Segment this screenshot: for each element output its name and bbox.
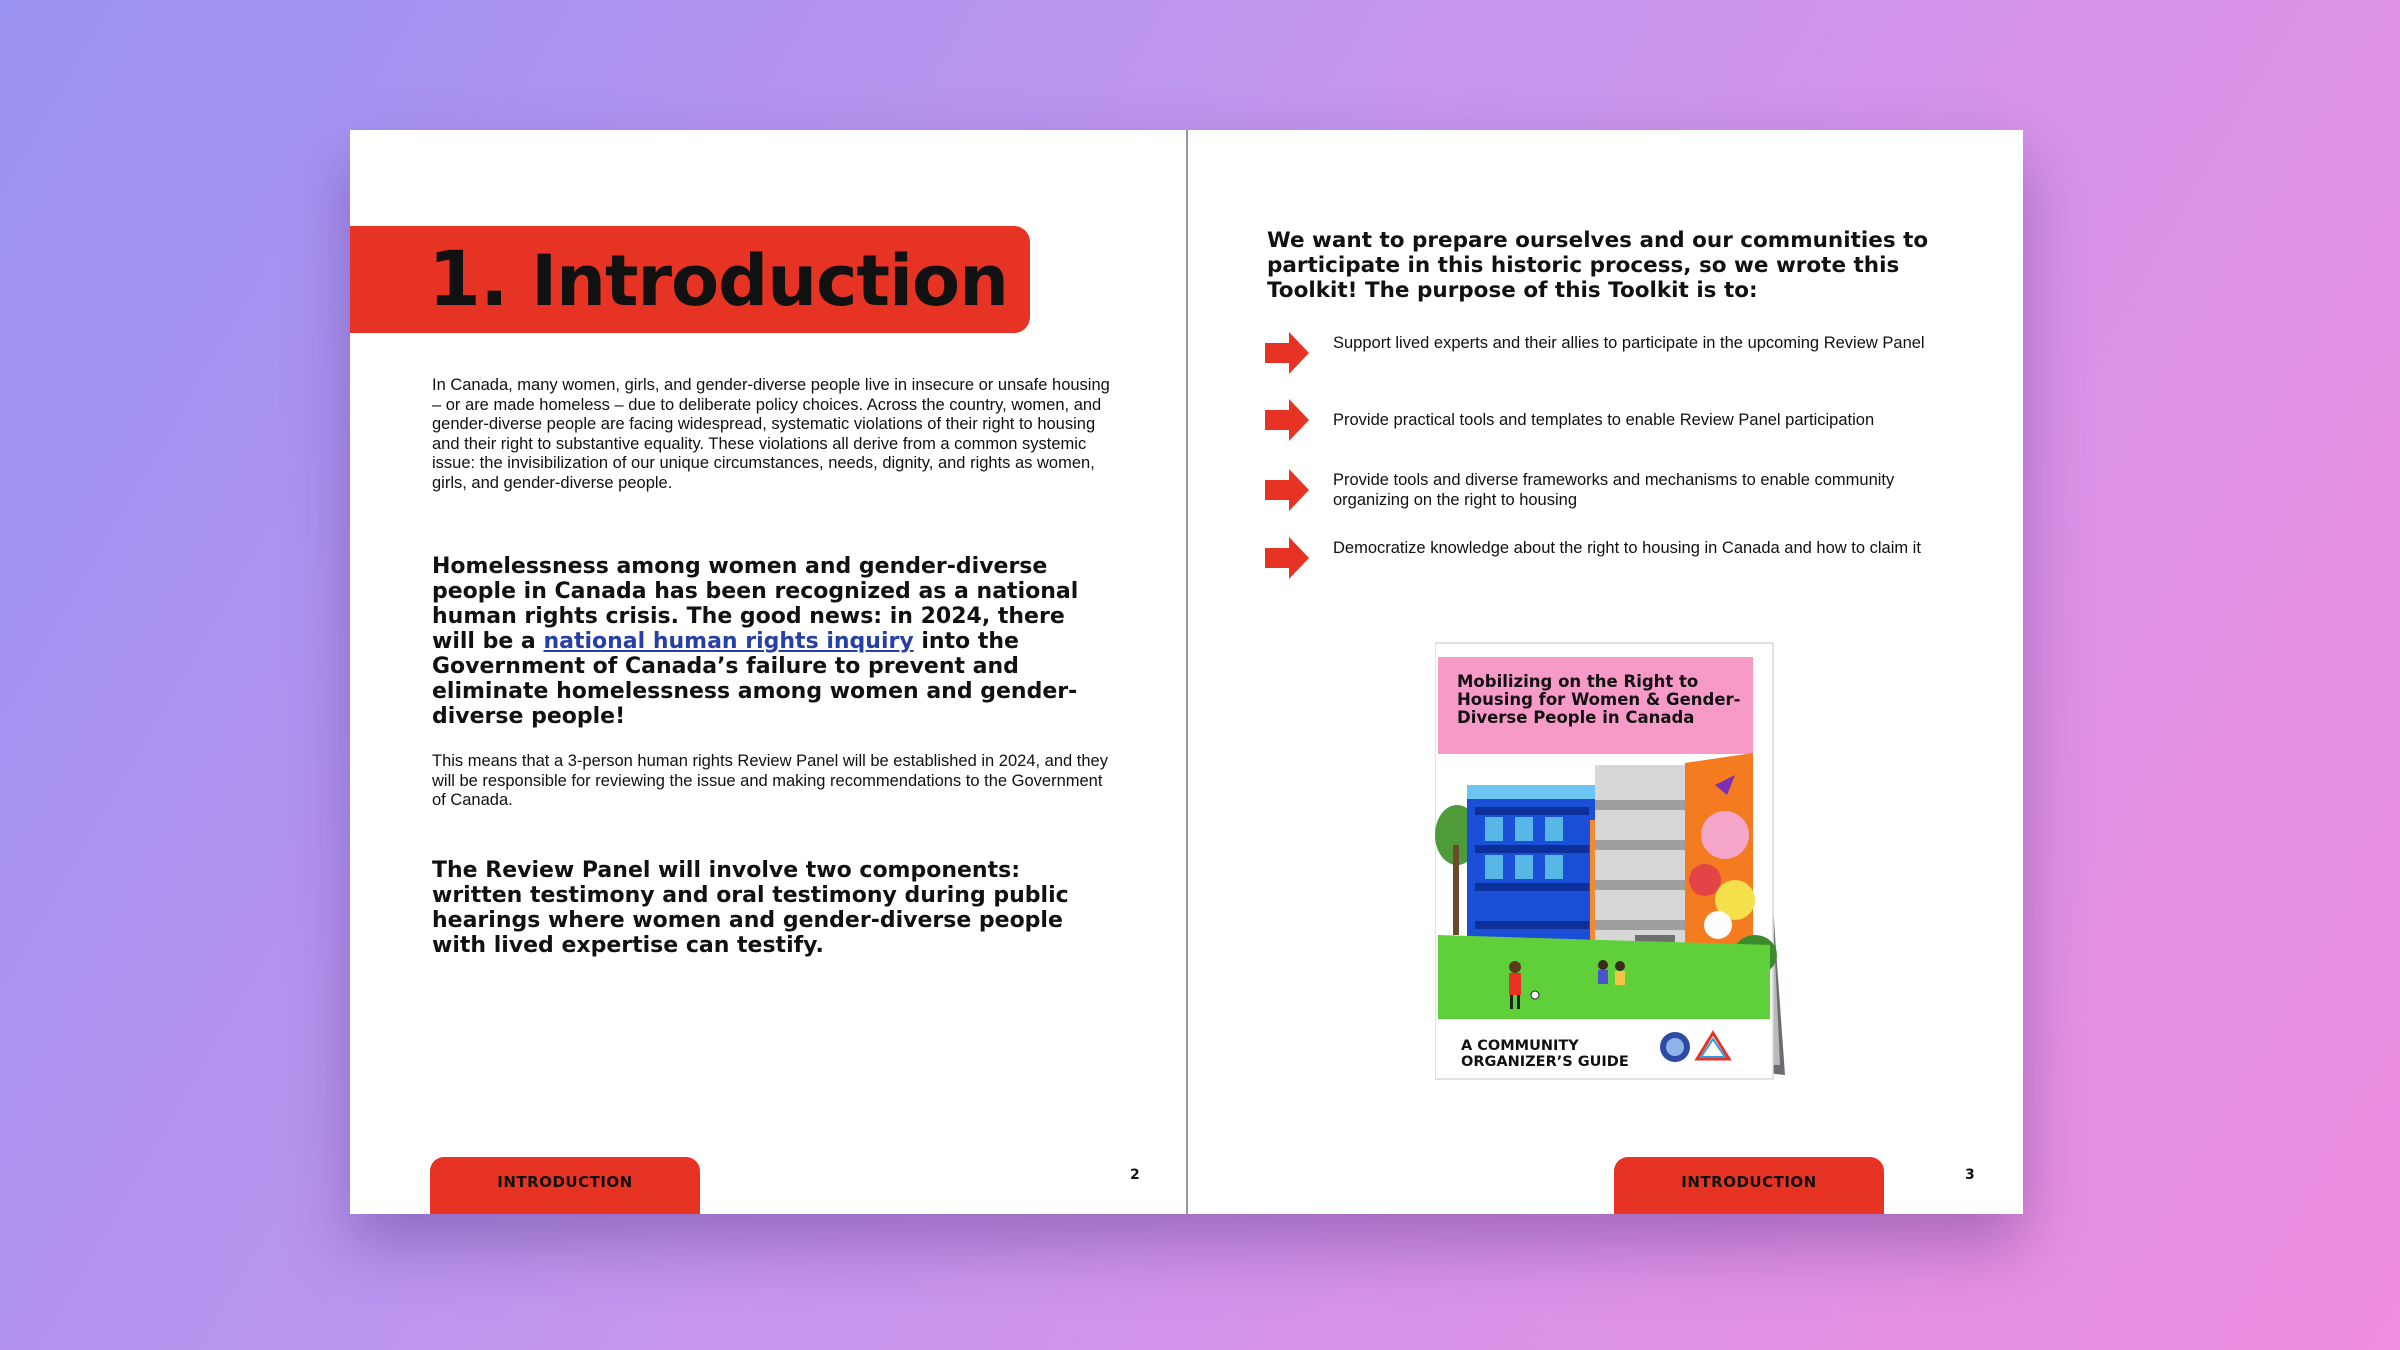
- bullet-text: Support lived experts and their allies to participate in the upcoming Review Panel: [1333, 334, 1925, 352]
- footer-label: INTRODUCTION: [1681, 1173, 1817, 1191]
- footer-label: INTRODUCTION: [497, 1173, 633, 1191]
- intro-paragraph: In Canada, many women, girls, and gender-diverse people live in insecure or unsafe housing – or are made homeless – due to deliberate policy choices. Across the country, women, and gender-diverse people are facing widespread, systematic violations of their right to housing and their right to substantive equality. These violations all derive from a common systemic issue: the invisibilization of our unique circumstances, needs, dignity, and rights as women, girls, and gender-diverse people.: [432, 376, 1110, 492]
- crisis-paragraph: [432, 554, 1112, 729]
- bullet-text: Democratize knowledge about the right to housing in Canada and how to claim it: [1333, 539, 1921, 557]
- right-page: [1187, 130, 2023, 1214]
- book-cover-title: Mobilizing on the Right to Housing for Women & Gender-Diverse People in Canada: [1457, 672, 1741, 727]
- components-paragraph: The Review Panel will involve two components: written testimony and oral testimony during public hearings where women and gender-diverse people with lived expertise can testify.: [432, 858, 1069, 958]
- book-cover-subtitle: A COMMUNITY ORGANIZER’S GUIDE: [1461, 1038, 1629, 1070]
- bullet-text: Provide practical tools and templates to enable Review Panel participation: [1333, 411, 1875, 429]
- section-number: 1.: [428, 234, 508, 323]
- arrow-right-icon: [1265, 467, 1311, 513]
- bullet-item: [1265, 330, 1985, 380]
- toolkit-purpose-heading: We want to prepare ourselves and our communities to participate in this historic process, so we wrote this Toolkit! The purpose of this Toolkit is to:: [1267, 228, 1929, 303]
- left-page: [350, 130, 1186, 1214]
- bullet-text: Provide tools and diverse frameworks and mechanisms to enable community organizing on the right to housing: [1333, 471, 1895, 509]
- footer-section-tab: [430, 1157, 700, 1214]
- guide-book-cover: [1435, 635, 1795, 1095]
- arrow-right-icon: [1265, 535, 1311, 581]
- bullet-item: [1265, 467, 1985, 517]
- review-panel-paragraph: This means that a 3-person human rights Review Panel will be established in 2024, and they will be responsible for reviewing the issue and making recommendations to the Government of Canada.: [432, 752, 1108, 809]
- section-title: [428, 234, 1008, 323]
- arrow-right-icon: [1265, 397, 1311, 443]
- page-number: 3: [1965, 1167, 1975, 1183]
- footer-section-tab: [1614, 1157, 1884, 1214]
- arrow-right-icon: [1265, 330, 1311, 376]
- bullet-item: [1265, 535, 1985, 585]
- crisis-text-end: into the Government of Canada’s failure to prevent and eliminate homelessness among women and gender-diverse people!: [432, 629, 1078, 729]
- inquiry-link[interactable]: national human rights inquiry: [543, 629, 914, 654]
- section-title-text: Introduction: [531, 240, 1008, 322]
- document-spread: [350, 130, 2023, 1214]
- bullet-item: [1265, 397, 1985, 447]
- crisis-text-start: Homelessness among women and gender-diverse people in Canada has been recognized as a national human rights crisis. The good news: in 2024, there will be a: [432, 554, 1079, 654]
- page-number: 2: [1130, 1167, 1140, 1183]
- section-title-bar: [350, 226, 1030, 333]
